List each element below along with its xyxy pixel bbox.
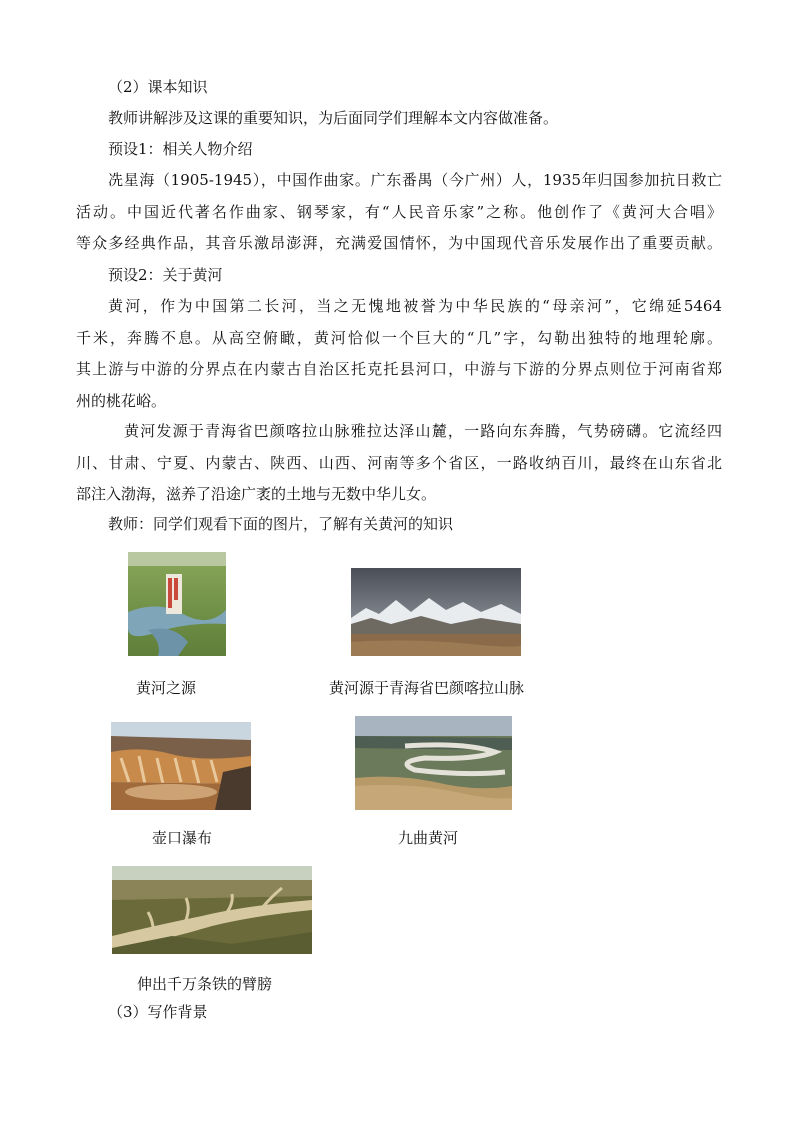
caption-iron-arms: 伸出千万条铁的臂膀 — [137, 975, 273, 993]
yellow-river-source-photo — [128, 552, 226, 656]
iron-arms-aerial-photo — [112, 866, 312, 954]
hukou-waterfall-photo — [111, 722, 251, 810]
teacher-intro: 教师讲解涉及这课的重要知识，为后面同学们理解本文内容做准备。 — [108, 109, 559, 127]
preset1-paragraph — [76, 165, 722, 260]
yellow-river-paragraph-1 — [76, 291, 722, 417]
para1-line-1: 黄河，作为中国第二长河，当之无愧地被誉为中华民族的“母亲河”，它绵延5464 — [108, 297, 722, 315]
para2-line-1: 黄河发源于青海省巴颜喀拉山脉雅拉达泽山麓，一路向东奔腾，气势磅礴。它流经四 — [124, 422, 722, 440]
caption-hukou: 壶口瀑布 — [152, 829, 213, 847]
para1-line-2: 千米，奔腾不息。从高空俯瞰，黄河恰似一个巨大的“几”字，勾勒出独特的地理轮廓。 — [76, 328, 722, 347]
preset2-heading: 预设2：关于黄河 — [108, 266, 223, 284]
para2-line-3: 部注入渤海，滋养了沿途广袤的土地与无数中华儿女。 — [76, 485, 437, 503]
caption-source: 黄河之源 — [136, 679, 197, 697]
para1-line-4: 州的桃花峪。 — [76, 391, 167, 410]
section2-heading: （2）课本知识 — [108, 78, 208, 96]
para2-line-2: 川、甘肃、宁夏、内蒙古、陕西、山西、河南等多个省区，一路收纳百川，最终在山东省北 — [76, 453, 722, 472]
bayan-har-mountains-photo — [351, 568, 521, 656]
section3-heading: （3）写作背景 — [108, 1003, 208, 1021]
para1-line-3: 其上游与中游的分界点在内蒙古自治区托克托县河口，中游与下游的分界点则位于河南省郑 — [76, 360, 722, 378]
yellow-river-paragraph-2 — [76, 416, 722, 511]
teacher-pictures-intro: 教师：同学们观看下面的图片，了解有关黄河的知识 — [108, 515, 454, 533]
nine-bends-photo — [355, 716, 512, 810]
preset1-line-2: 活动。中国近代著名作曲家、钢琴家，有“人民音乐家”之称。他创作了《黄河大合唱》 — [76, 202, 722, 221]
preset1-line-1: 冼星海（1905-1945），中国作曲家。广东番禺（今广州）人，1935年归国参加抗日救亡 — [108, 171, 722, 189]
caption-bayan-har: 黄河源于青海省巴颜喀拉山脉 — [329, 679, 525, 697]
caption-nine-bends: 九曲黄河 — [398, 829, 459, 847]
preset1-heading: 预设1：相关人物介绍 — [108, 140, 253, 158]
preset1-line-3: 等众多经典作品，其音乐激昂澎湃，充满爱国情怀，为中国现代音乐发展作出了重要贡献。 — [76, 234, 722, 252]
